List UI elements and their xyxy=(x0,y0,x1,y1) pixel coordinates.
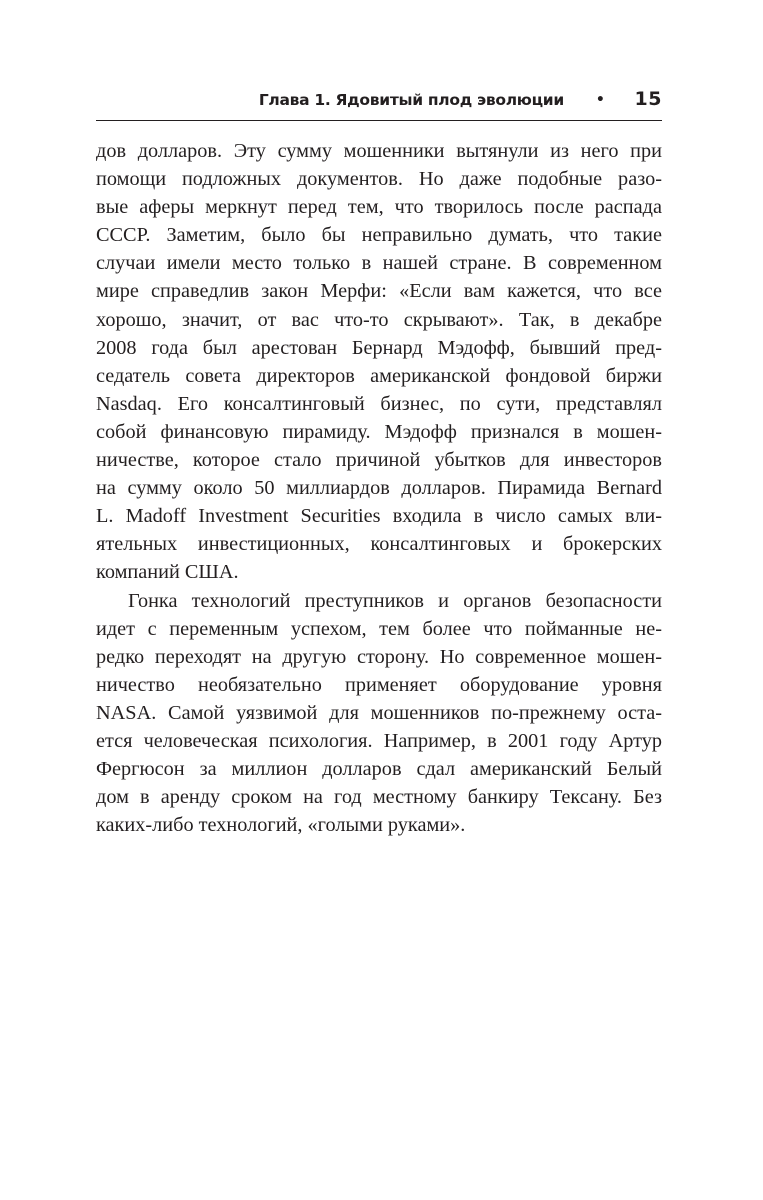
text-line: Фергюсон за миллион долларов сдал американский Белый xyxy=(96,758,662,781)
body-text xyxy=(96,137,662,839)
text-line: хорошо, значит, от вас что-то скрывают». Так, в декабре xyxy=(96,308,662,331)
text-line: L. Madoff Investment Securities входила в число самых вли- xyxy=(96,505,662,528)
text-line: ничество необязательно применяет оборудование уровня xyxy=(96,673,662,696)
running-head xyxy=(96,88,662,121)
text-line: на сумму около 50 миллиардов долларов. Пирамида Bernard xyxy=(96,477,662,500)
text-line: Гонка технологий преступников и органов безопасности xyxy=(128,589,662,612)
book-page xyxy=(96,88,662,839)
text-line: мире справедлив закон Мерфи: «Если вам кажется, что все xyxy=(96,280,662,303)
text-line: идет с переменным успехом, тем более что пойманные не- xyxy=(96,617,662,640)
text-line: Nasdaq. Его консалтинговый бизнес, по сути, представлял xyxy=(96,392,662,415)
text-line: каких-либо технологий, «голыми руками». xyxy=(96,814,466,837)
text-line: 2008 года был арестован Бернард Мэдофф, бывший пред- xyxy=(96,336,662,359)
page-number: 15 xyxy=(634,88,662,110)
text-line: дов долларов. Эту сумму мошенники вытянули из него при xyxy=(96,140,662,162)
text-line: собой финансовую пирамиду. Мэдофф признался в мошен- xyxy=(96,420,662,443)
paragraph-1 xyxy=(96,137,662,587)
text-line: ется человеческая психология. Например, в 2001 году Артур xyxy=(96,729,662,752)
chapter-title: Глава 1. Ядовитый плод эволюции xyxy=(258,91,564,109)
text-line: вые аферы меркнут перед тем, что творилось после распада xyxy=(96,196,662,219)
text-line: NASA. Самой уязвимой для мошенников по-прежнему оста- xyxy=(96,701,662,724)
text-line: СССР. Заметим, было бы неправильно думать, что такие xyxy=(96,224,662,247)
text-line: ничестве, которое стало причиной убытков для инвесторов xyxy=(96,449,662,472)
text-line: помощи подложных документов. Но даже подобные разо- xyxy=(96,168,662,191)
text-line: седатель совета директоров американской фондовой биржи xyxy=(96,364,662,387)
text-line: дом в аренду сроком на год местному банкиру Тексану. Без xyxy=(96,786,662,809)
bullet-separator: • xyxy=(595,92,605,108)
text-line: случаи имели место только в нашей стране. В современном xyxy=(96,252,662,275)
text-line: компаний США. xyxy=(96,561,239,584)
text-line: ятельных инвестиционных, консалтинговых и брокерских xyxy=(96,533,662,556)
paragraph-2 xyxy=(96,587,662,840)
text-line: редко переходят на другую сторону. Но современное мошен- xyxy=(96,645,662,668)
